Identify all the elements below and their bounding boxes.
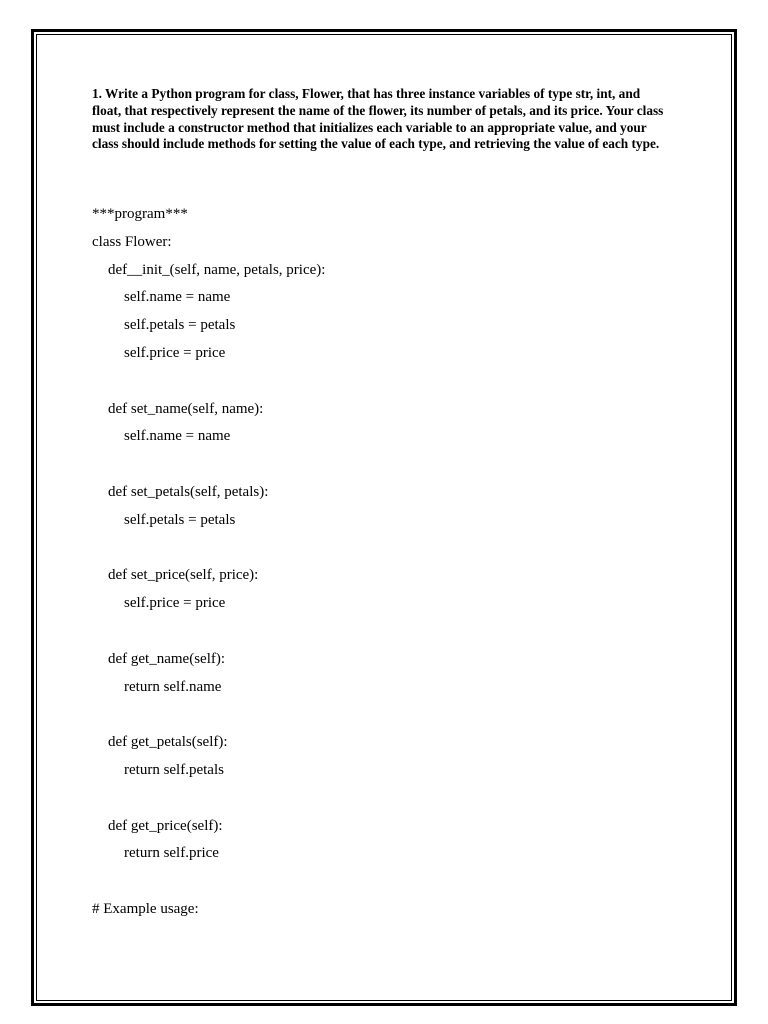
blank-line [92, 705, 325, 733]
code-line: self.name = name [124, 428, 231, 445]
program-code [92, 205, 325, 928]
code-line: self.petals = petals [124, 511, 236, 528]
code-line: return self.petals [124, 761, 224, 778]
code-line: # Example usage: [92, 900, 199, 917]
code-line: def set_name(self, name): [108, 400, 264, 417]
code-line: def set_petals(self, petals): [108, 483, 269, 500]
code-line: self.petals = petals [124, 317, 236, 334]
code-line: self.price = price [124, 344, 226, 361]
code-line: def get_price(self): [108, 817, 223, 834]
blank-line [92, 372, 325, 400]
code-line: ***program*** [92, 206, 188, 222]
code-line: class Flower: [92, 233, 172, 250]
code-line: return self.price [124, 845, 219, 862]
code-line: return self.name [124, 678, 222, 695]
code-line: self.price = price [124, 595, 226, 612]
code-line: def get_petals(self): [108, 734, 228, 751]
blank-line [92, 539, 325, 567]
blank-line [92, 872, 325, 900]
blank-line [92, 789, 325, 817]
code-line: self.name = name [124, 289, 231, 306]
blank-line [92, 622, 325, 650]
code-line: def set_price(self, price): [108, 567, 259, 584]
code-line: def get_name(self): [108, 650, 226, 667]
blank-line [92, 455, 325, 483]
code-line: def__init_(self, name, petals, price): [108, 261, 326, 278]
question-text: 1. Write a Python program for class, Flower, that has three instance variables of type str, int, and float, that respectively represent the name of the flower, its number of petals, and its price. Your class must include a constructor method that initializes each variable to an appropriate value, and your class should include methods for setting the value of each type, and retrieving the value of each type. [92, 86, 664, 152]
